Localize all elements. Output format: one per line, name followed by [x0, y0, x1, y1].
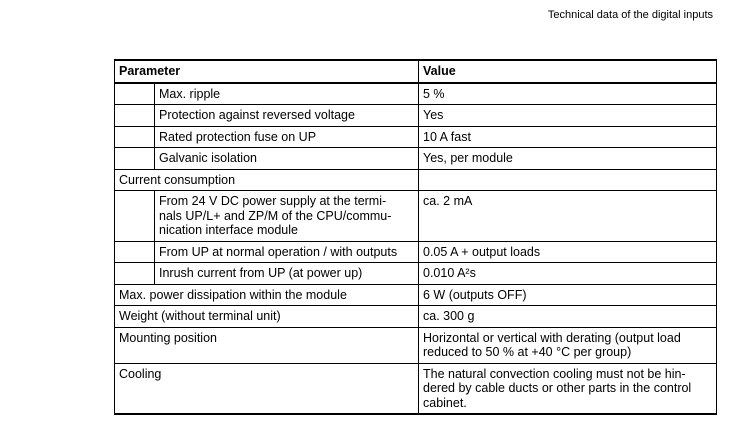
table-row [115, 105, 717, 127]
technical-data-table [114, 59, 717, 415]
parameter-cell: Mounting position [115, 327, 419, 363]
indent-cell [115, 126, 155, 148]
parameter-cell: Weight (without terminal unit) [115, 306, 419, 328]
table-row [115, 126, 717, 148]
indent-cell [115, 241, 155, 263]
parameter-cell: Galvanic isolation [155, 148, 419, 170]
parameter-cell: From 24 V DC power supply at the termi- nals UP/L+ and ZP/M of the CPU/commu- nication interface module [155, 191, 419, 242]
value-cell [419, 169, 717, 191]
running-header: Technical data of the digital inputs [547, 9, 713, 21]
value-cell: ca. 300 g [419, 306, 717, 328]
parameter-cell: From UP at normal operation / with outputs [155, 241, 419, 263]
parameter-cell: Cooling [115, 363, 419, 414]
parameter-cell: Inrush current from UP (at power up) [155, 263, 419, 285]
value-cell: The natural convection cooling must not be hin- dered by cable ducts or other parts in the control cabinet. [419, 363, 717, 414]
indent-cell [115, 83, 155, 105]
indent-cell [115, 191, 155, 242]
parameter-cell: Protection against reversed voltage [155, 105, 419, 127]
table-row [115, 169, 717, 191]
table-row [115, 263, 717, 285]
parameter-cell: Rated protection fuse on UP [155, 126, 419, 148]
parameter-cell: Max. power dissipation within the module [115, 284, 419, 306]
value-cell: 6 W (outputs OFF) [419, 284, 717, 306]
value-cell: Yes [419, 105, 717, 127]
indent-cell [115, 148, 155, 170]
value-cell: 0.010 A²s [419, 263, 717, 285]
table-row [115, 306, 717, 328]
parameter-cell: Max. ripple [155, 83, 419, 105]
value-cell: Yes, per module [419, 148, 717, 170]
indent-cell [115, 105, 155, 127]
table-row [115, 241, 717, 263]
table-row [115, 363, 717, 414]
table-row [115, 327, 717, 363]
value-cell: 0.05 A + output loads [419, 241, 717, 263]
table-row [115, 191, 717, 242]
table-row [115, 83, 717, 105]
value-cell: 10 A fast [419, 126, 717, 148]
indent-cell [115, 263, 155, 285]
column-header-parameter: Parameter [115, 60, 419, 83]
table-row [115, 148, 717, 170]
table-header-row [115, 60, 717, 83]
value-cell: ca. 2 mA [419, 191, 717, 242]
table-row [115, 284, 717, 306]
column-header-value: Value [419, 60, 717, 83]
value-cell: 5 % [419, 83, 717, 105]
parameter-cell: Current consumption [115, 169, 419, 191]
value-cell: Horizontal or vertical with derating (output load reduced to 50 % at +40 °C per group) [419, 327, 717, 363]
